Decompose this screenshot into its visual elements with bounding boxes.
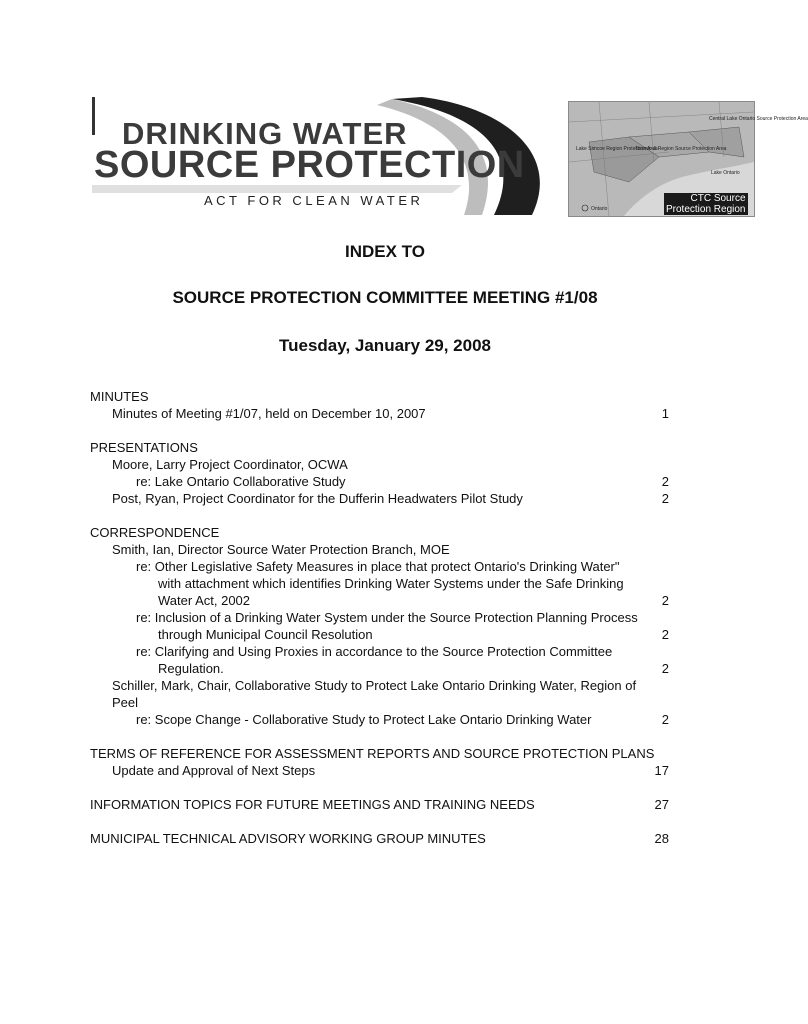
presentation-item-2: Post, Ryan, Project Coordinator for the Dufferin Headwaters Pilot Study bbox=[112, 491, 523, 506]
correspondence-from-2-line-1: Schiller, Mark, Chair, Collaborative Study to Protect Lake Ontario Drinking Water, Region of bbox=[112, 678, 637, 693]
map-label-central-lake-ontario: Central Lake Ontario Source Protection Area bbox=[709, 116, 808, 122]
correspondence-re-4-page: 2 bbox=[661, 712, 669, 727]
meeting-title: SOURCE PROTECTION COMMITTEE MEETING #1/08 bbox=[172, 288, 598, 307]
correspondence-re-4: re: Scope Change - Collaborative Study to Protect Lake Ontario Drinking Water bbox=[136, 712, 592, 727]
mtawg-page: 28 bbox=[654, 831, 669, 846]
presentation-item-1-re: re: Lake Ontario Collaborative Study bbox=[136, 474, 346, 489]
presentation-item-2-page: 2 bbox=[661, 491, 669, 506]
correspondence-re-2-line-1: re: Inclusion of a Drinking Water System under the Source Protection Planning Process bbox=[136, 610, 638, 625]
section-minutes-header: MINUTES bbox=[90, 389, 149, 404]
logo-line-2: SOURCE PROTECTION bbox=[94, 144, 525, 186]
map-label-ontario: Ontario bbox=[591, 206, 608, 212]
correspondence-re-1-line-3: Water Act, 2002 bbox=[158, 593, 251, 608]
correspondence-re-3-line-1: re: Clarifying and Using Proxies in accordance to the Source Protection Committee bbox=[136, 644, 613, 659]
terms-page: 17 bbox=[654, 763, 669, 778]
correspondence-re-1-page: 2 bbox=[661, 593, 669, 608]
index-list bbox=[90, 388, 690, 858]
map-region-label: CTC Source Protection Region bbox=[666, 193, 746, 215]
minutes-item: Minutes of Meeting #1/07, held on December 10, 2007 bbox=[112, 406, 426, 421]
map-label-lake-ontario: Lake Ontario bbox=[711, 170, 740, 176]
correspondence-re-3-page: 2 bbox=[661, 661, 669, 676]
index-title: INDEX TO bbox=[345, 242, 425, 261]
correspondence-re-1-line-1: re: Other Legislative Safety Measures in place that protect Ontario's Drinking Water" bbox=[136, 559, 620, 574]
map-label-lake-simcoe: Lake Simcoe Region Protection Area bbox=[576, 146, 658, 152]
section-presentations-header: PRESENTATIONS bbox=[90, 440, 198, 455]
correspondence-from-1: Smith, Ian, Director Source Water Protection Branch, MOE bbox=[112, 542, 450, 557]
info-page: 27 bbox=[654, 797, 669, 812]
terms-item: Update and Approval of Next Steps bbox=[112, 763, 316, 778]
logo-line-1: DRINKING WATER bbox=[122, 116, 408, 151]
meeting-date: Tuesday, January 29, 2008 bbox=[279, 336, 491, 355]
section-info-header: INFORMATION TOPICS FOR FUTURE MEETINGS AND TRAINING NEEDS bbox=[90, 797, 535, 812]
correspondence-re-1-line-2: with attachment which identifies Drinking Water Systems under the Safe Drinking bbox=[158, 576, 624, 591]
section-correspondence-header: CORRESPONDENCE bbox=[90, 525, 220, 540]
map-label-toronto-region: Toronto & Region Source Protection Area bbox=[635, 146, 727, 152]
minutes-page: 1 bbox=[661, 406, 669, 421]
section-mtawg-header: MUNICIPAL TECHNICAL ADVISORY WORKING GROUP MINUTES bbox=[90, 831, 486, 846]
logo-tagline: ACT FOR CLEAN WATER bbox=[204, 193, 424, 208]
drinking-water-logo bbox=[92, 97, 554, 215]
correspondence-re-3-line-2: Regulation. bbox=[158, 661, 224, 676]
correspondence-re-2-page: 2 bbox=[661, 627, 669, 642]
correspondence-re-2-line-2: through Municipal Council Resolution bbox=[158, 627, 373, 642]
section-terms-header: TERMS OF REFERENCE FOR ASSESSMENT REPORTS AND SOURCE PROTECTION PLANS bbox=[90, 746, 655, 761]
correspondence-from-2-line-2: Peel bbox=[112, 695, 139, 710]
presentation-item-1-page: 2 bbox=[661, 474, 669, 489]
presentation-item-1: Moore, Larry Project Coordinator, OCWA bbox=[112, 457, 348, 472]
